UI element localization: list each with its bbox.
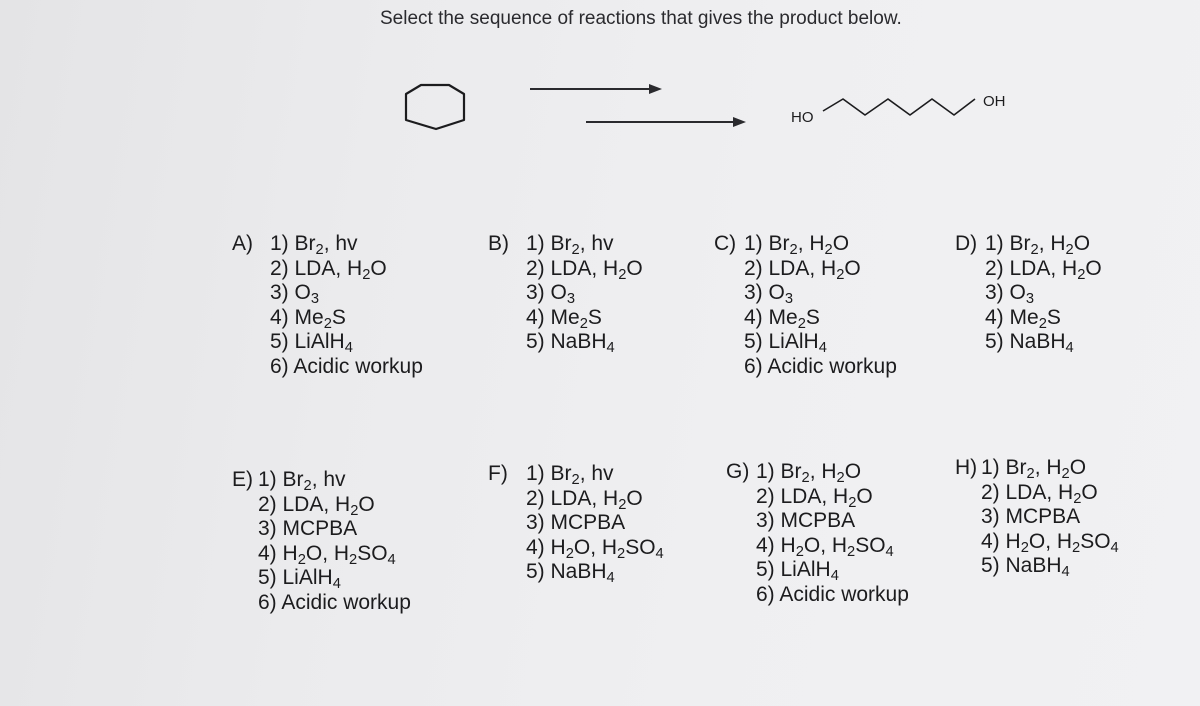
reaction-step: 2) LDA, $H_2O$: [981, 480, 1098, 507]
reaction-step: 4) $Me_2S$: [526, 305, 602, 332]
option-letter: G): [726, 460, 750, 483]
reaction-step: 2) LDA, $H_2O$: [526, 486, 643, 513]
reaction-step: 3) MCPBA: [526, 511, 626, 534]
reaction-step: 2) LDA, $H_2O$: [744, 256, 861, 283]
reaction-step: 5) NaBH$_4$: [985, 330, 1074, 357]
reaction-arrow-icon: [530, 84, 746, 127]
reaction-step: 3) $O_3$: [744, 281, 794, 308]
reaction-step: 1) $Br_2$, hv: [526, 232, 614, 259]
option-letter: D): [955, 232, 978, 255]
reaction-step: 3) $O_3$: [985, 281, 1035, 308]
reaction-step: 4) $Me_2S$: [985, 305, 1061, 332]
option-steps: [981, 456, 1119, 579]
reaction-step: 4) $H_2O$, $H_2SO_4$: [258, 541, 396, 568]
reaction-step: 1) $Br_2$, $H_2O$: [744, 232, 850, 259]
reaction-step: 2) LDA, $H_2O$: [258, 492, 375, 519]
option-letter: C): [714, 232, 737, 255]
option-letter: B): [488, 232, 509, 255]
reaction-step: 1) $Br_2$, hv: [270, 232, 358, 259]
option-letter: H): [955, 456, 978, 479]
reaction-step: 3) MCPBA: [756, 509, 856, 532]
reaction-step: 1) $Br_2$, $H_2O$: [985, 232, 1091, 259]
option-steps: [744, 232, 897, 379]
reaction-step: 5) LiAlH$_4$: [258, 566, 341, 593]
option-steps: [756, 460, 909, 607]
reaction-step: 1) $Br_2$, $H_2O$: [756, 460, 862, 487]
reaction-step: 2) LDA, $H_2O$: [526, 256, 643, 283]
option-steps: [526, 232, 643, 355]
option-b[interactable]: [488, 232, 643, 355]
cyclohexane-ring-icon: [406, 85, 464, 129]
reaction-step: 2) LDA, $H_2O$: [756, 484, 873, 511]
option-steps: [270, 232, 423, 379]
question-prompt: Select the sequence of reactions that gives the product below.: [380, 8, 902, 29]
reaction-step: 4) $Me_2S$: [270, 305, 346, 332]
reaction-step: 4) $H_2O$, $H_2SO_4$: [981, 529, 1119, 556]
reaction-step: 5) LiAlH$_4$: [270, 330, 353, 357]
reaction-step: 4) $H_2O$, $H_2SO_4$: [526, 535, 664, 562]
option-letter: A): [232, 232, 253, 255]
reaction-step: 1) $Br_2$, $H_2O$: [981, 456, 1087, 483]
option-d[interactable]: [955, 232, 1102, 355]
reaction-step: 3) $O_3$: [526, 281, 576, 308]
reaction-step: 3) MCPBA: [258, 517, 358, 540]
reaction-step: 2) LDA, $H_2O$: [985, 256, 1102, 283]
reaction-step: 1) $Br_2$, hv: [258, 468, 346, 495]
option-g[interactable]: [726, 460, 909, 607]
option-h[interactable]: [955, 456, 1119, 579]
option-e[interactable]: [232, 468, 411, 615]
option-steps: [985, 232, 1102, 355]
option-letter: F): [488, 462, 508, 485]
reaction-step: 5) LiAlH$_4$: [756, 558, 839, 585]
product-molecule: [791, 93, 1006, 126]
reaction-step: 6) Acidic workup: [258, 590, 411, 614]
option-steps: [526, 462, 664, 585]
reaction-step: 5) NaBH$_4$: [981, 554, 1070, 581]
option-steps: [258, 468, 411, 615]
reaction-step: 5) NaBH$_4$: [526, 330, 615, 357]
option-letter: E): [232, 468, 253, 491]
product-hydroxyl-right: OH: [983, 93, 1006, 110]
reaction-step: 4) $Me_2S$: [744, 305, 820, 332]
product-carbon-chain: [823, 99, 975, 115]
option-f[interactable]: [488, 462, 664, 585]
reaction-step: 1) $Br_2$, hv: [526, 462, 614, 489]
reaction-step: 6) Acidic workup: [744, 354, 897, 378]
reaction-step: 3) $O_3$: [270, 281, 320, 308]
product-hydroxyl-left: HO: [791, 109, 814, 126]
reaction-step: 4) $H_2O$, $H_2SO_4$: [756, 533, 894, 560]
reaction-step: 6) Acidic workup: [270, 354, 423, 378]
reaction-scheme: [0, 0, 1200, 140]
option-c[interactable]: [714, 232, 897, 379]
reaction-step: 5) NaBH$_4$: [526, 560, 615, 587]
option-a[interactable]: [232, 232, 423, 379]
reaction-step: 5) LiAlH$_4$: [744, 330, 827, 357]
reaction-step: 2) LDA, $H_2O$: [270, 256, 387, 283]
reaction-step: 3) MCPBA: [981, 505, 1081, 528]
reaction-step: 6) Acidic workup: [756, 582, 909, 606]
